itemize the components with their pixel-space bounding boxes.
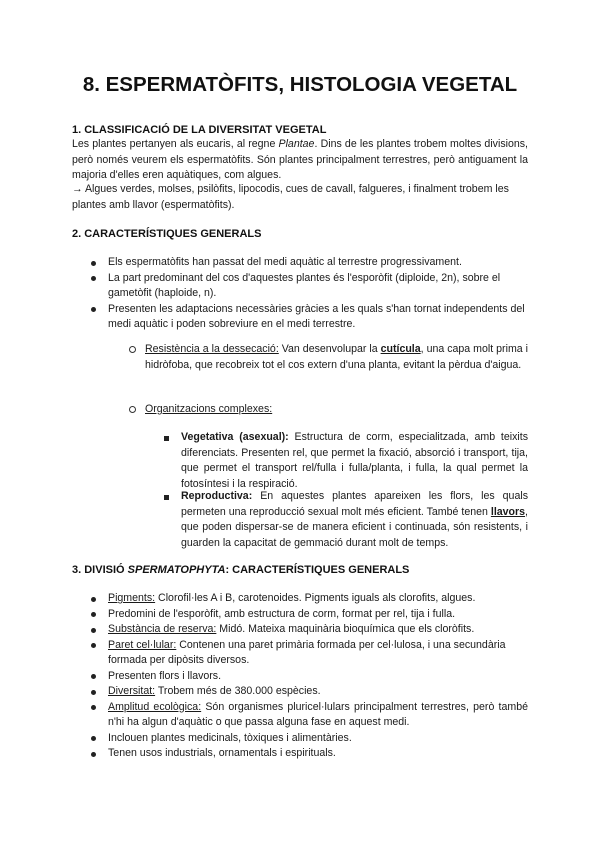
complex-organizations-item: Organitzacions complexes: — [145, 402, 528, 418]
vegetative-item: Vegetativa (asexual): Estructura de corm, especialitzada, amb teixits diferenciats. Presenten rel, que permet la fixació, absorció i transport, tija, que permet el transport rel/fulla i fulla/planta, i fulla, la qual permet la fotosíntesi i la respiració. — [181, 430, 528, 492]
list-item: Els espermatòfits han passat del medi aquàtic al terrestre progressivament. — [108, 255, 528, 271]
section-2-bullet-list — [108, 255, 528, 333]
list-item: Diversitat: Trobem més de 380.000 espècies. — [108, 684, 528, 700]
section-3-bullet-list — [108, 591, 528, 762]
reproductive-item: Reproductiva: En aquestes plantes apareixen les flors, les quals permeten una reproducció sexual molt més eficient. També tenen llavors, que poden dispersar-se de manera eficient i continuada, són resistents, i guarden la capacitat de gemmació durant molt de temps. — [181, 489, 528, 551]
list-item: Inclouen plantes medicinals, tòxiques i alimentàries. — [108, 731, 528, 747]
list-item: Predomini de l'esporòfit, amb estructura de corm, format per rel, tija i fulla. — [108, 607, 528, 623]
section-3-heading: 3. DIVISIÓ SPERMATOPHYTA: CARACTERÍSTIQUES GENERALS — [72, 564, 410, 576]
section-2-heading: 2. CARACTERÍSTIQUES GENERALS — [72, 228, 262, 240]
section-1-paragraph: Les plantes pertanyen als eucaris, al regne Plantae. Dins de les plantes trobem moltes divisions, però només veurem els espermatòfits. Són plantes principalment terrestres, però antiguament la majoria d'elles eren aquàtiques, com algues. — [72, 138, 528, 181]
section-1-arrow-line: → Algues verdes, molses, psilòfits, lipocodis, cues de cavall, falgueres, i finalment trobem les plantes amb llavor (espermatòfits). — [72, 183, 509, 211]
list-item: Presenten flors i llavors. — [108, 669, 528, 685]
section-1-heading: 1. CLASSIFICACIÓ DE LA DIVERSITAT VEGETAL — [72, 124, 327, 136]
page-title: 8. ESPERMATÒFITS, HISTOLOGIA VEGETAL — [82, 73, 518, 96]
list-item: Amplitud ecològica: Són organismes pluricel·lulars principalment terrestres, però també n'hi ha algun d'aquàtic o que passa alguna fase en aquest medi. — [108, 700, 528, 731]
list-item: Tenen usos industrials, ornamentals i espirituals. — [108, 746, 528, 762]
list-item: Pigments: Clorofil·les A i B, carotenoides. Pigments iguals als clorofits, algues. — [108, 591, 528, 607]
resistance-item: Resistència a la dessecació: Van desenvolupar la cutícula, una capa molt prima i hidròfoba, que recobreix tot el cos extern d'una planta, evitant la pèrdua d'aigua. — [145, 342, 528, 373]
list-item: Substància de reserva: Midó. Mateixa maquinària bioquímica que els cloròfits. — [108, 622, 528, 638]
list-item: Presenten les adaptacions necessàries gràcies a les quals s'han tornat independents del medi aquàtic i poden sobreviure en el medi terrestre. — [108, 302, 528, 333]
list-item: Paret cel·lular: Contenen una paret primària formada per cel·lulosa, i una secundària formada per dipòsits diversos. — [108, 638, 528, 669]
list-item: La part predominant del cos d'aquestes plantes és l'esporòfit (diploide, 2n), sobre el gametòfit (haploide, n). — [108, 271, 528, 302]
